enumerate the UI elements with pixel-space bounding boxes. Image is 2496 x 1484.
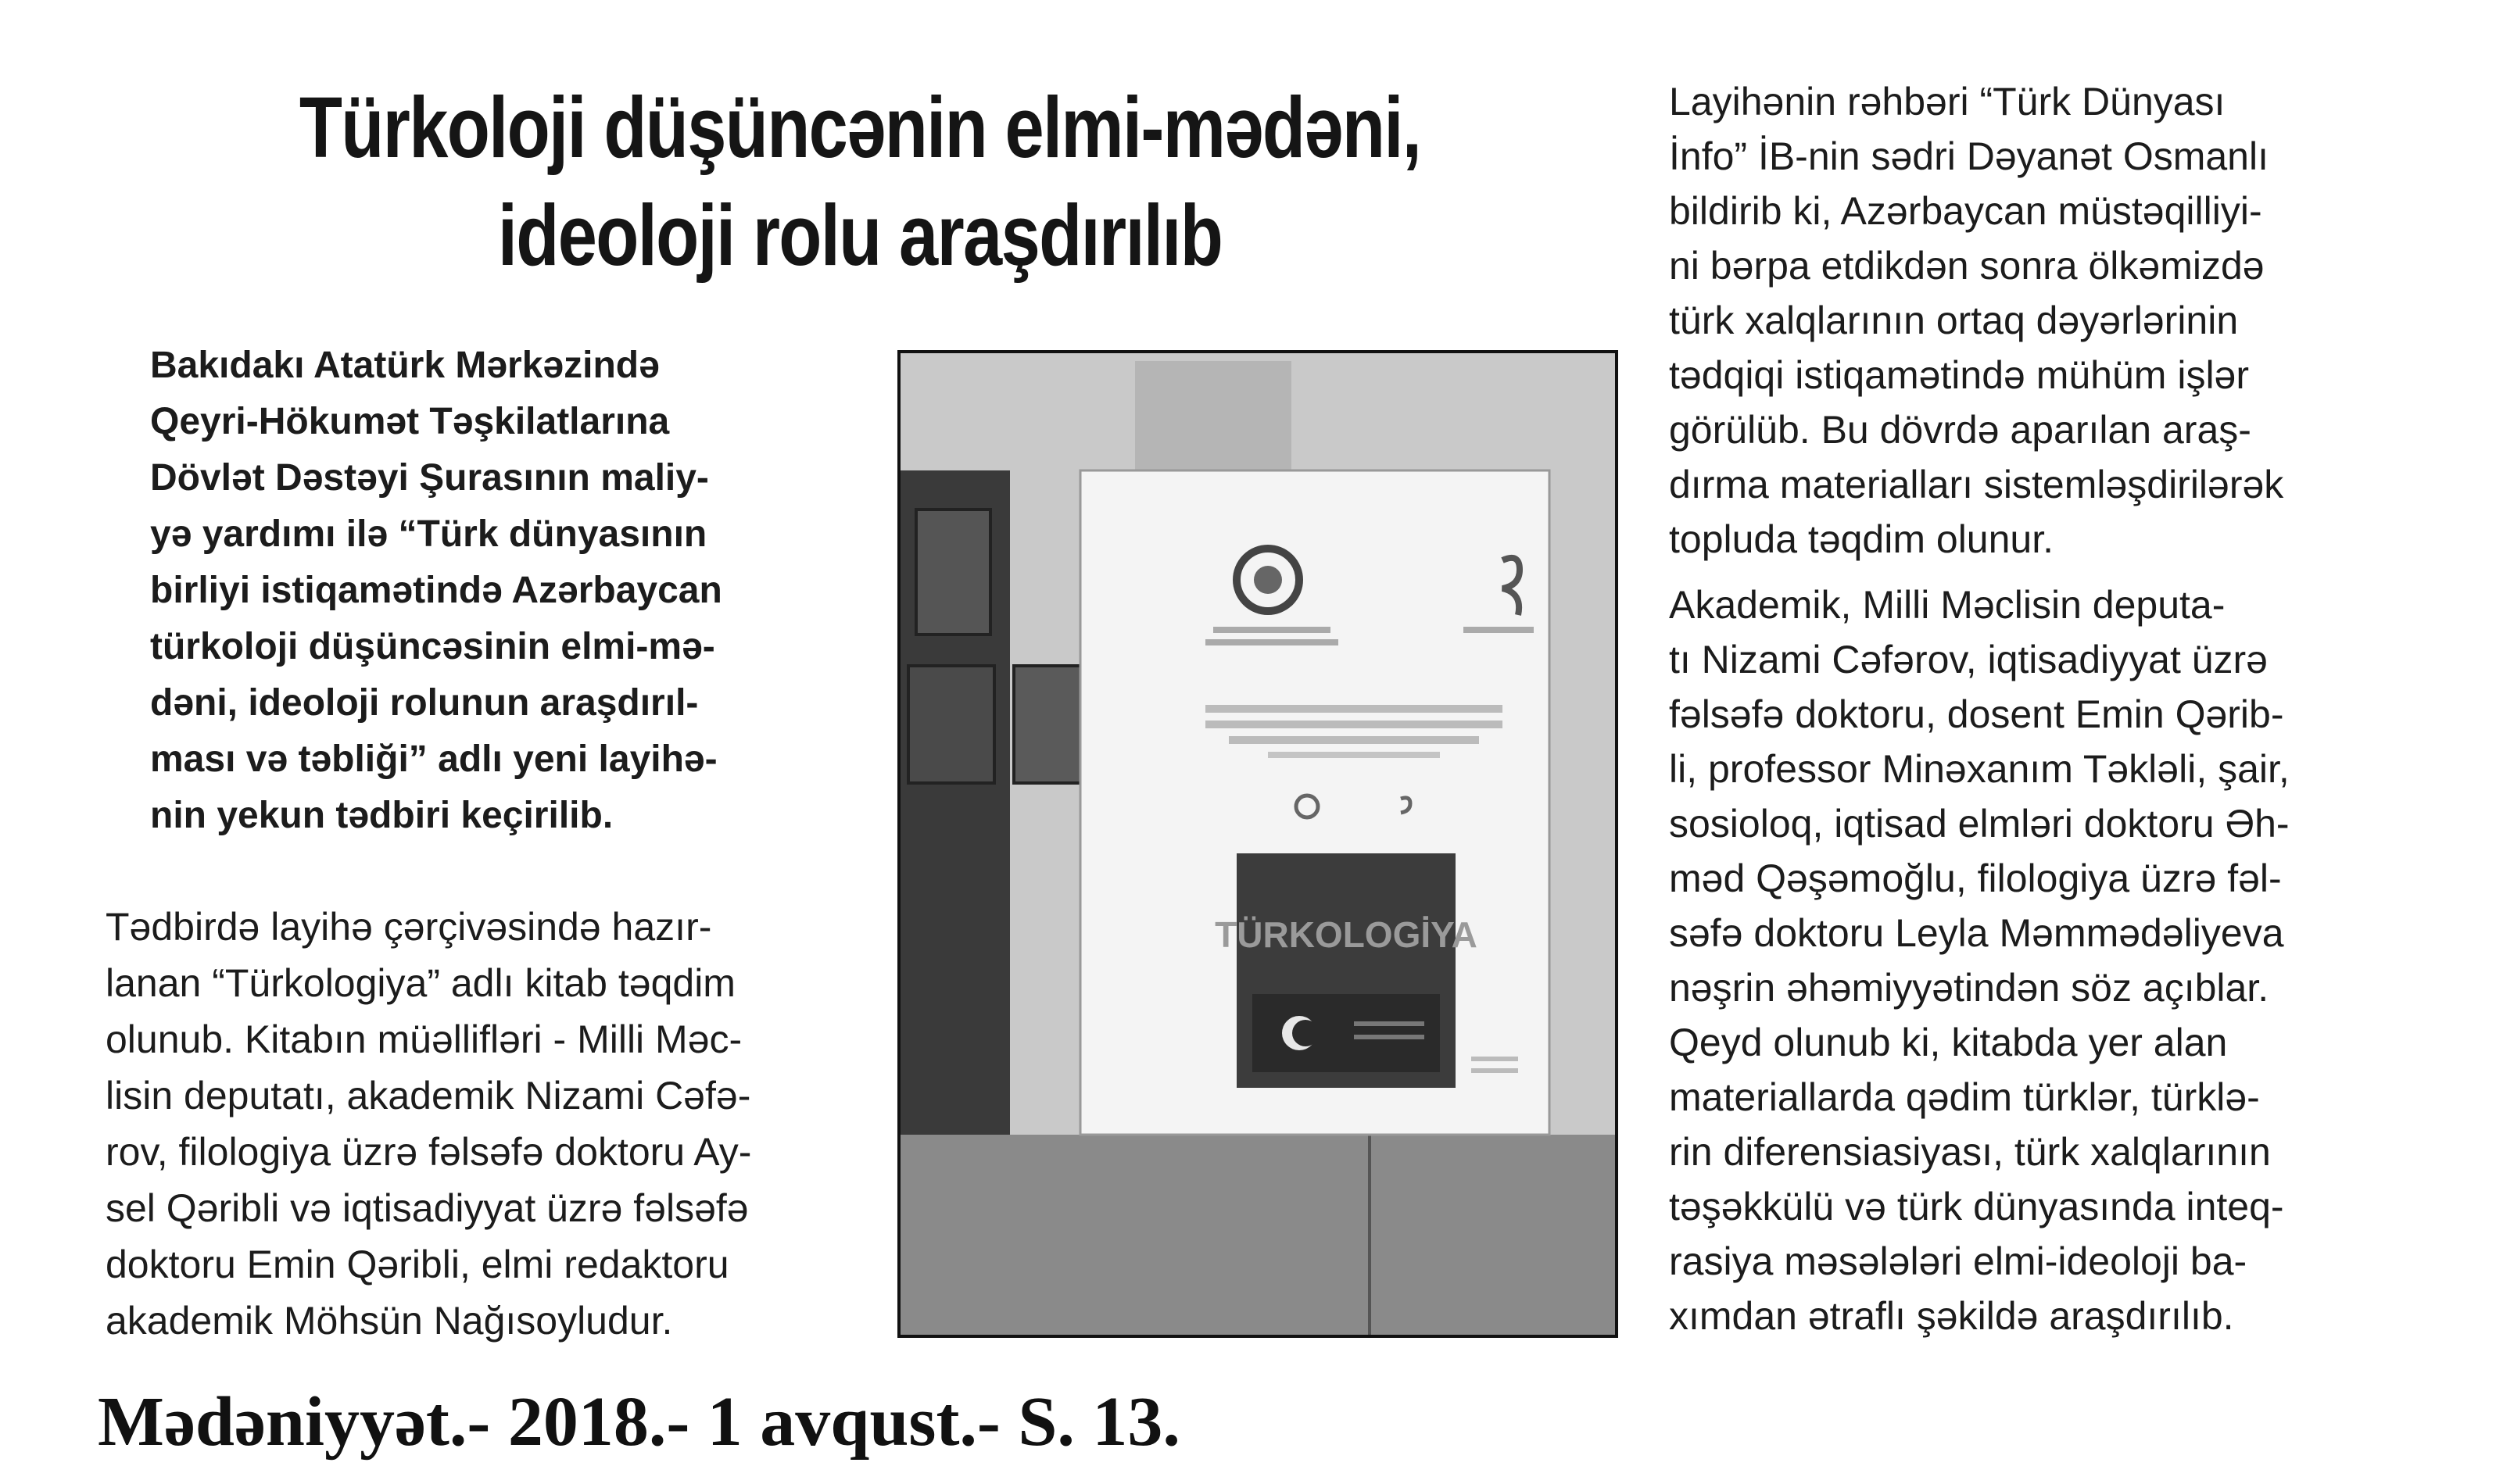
body-line: türk xalqlarının ortaq dəyərlərinin — [1669, 299, 2239, 342]
body-line: fəlsəfə doktoru, dosent Emin Qərib- — [1669, 692, 2284, 736]
body-line: Tədbirdə layihə çərçivəsində hazır- — [106, 905, 712, 949]
body-line: görülüb. Bu dövrdə aparılan araş- — [1669, 408, 2251, 452]
book-title: TÜRKOLOGİYA — [1215, 914, 1477, 955]
lead-line: ması və təbliği” adlı yeni layihə- — [150, 738, 718, 780]
body-line: Layihənin rəhbəri “Türk Dünyası — [1669, 80, 2226, 123]
body-line: lisin deputatı, akademik Nizami Cəfə- — [106, 1074, 751, 1117]
body-line: sosioloq, iqtisad elmləri doktoru Əh- — [1669, 802, 2290, 846]
body-line: Qeyd olunub ki, kitabda yer alan — [1669, 1021, 2228, 1064]
body-left-column — [106, 899, 848, 1349]
body-line: İnfo” İB-nin sədri Dəyanət Osmanlı — [1669, 134, 2269, 178]
body-line: məd Qəşəmoğlu, filologiya üzrə fəl- — [1669, 856, 2282, 900]
headline — [251, 74, 1469, 290]
paragraph-gap — [1669, 567, 2396, 578]
body-line: doktoru Emin Qəribli, elmi redaktoru — [106, 1243, 729, 1286]
lead-line: Qeyri-Hökumət Təşkilatlarına — [150, 401, 670, 442]
lead-line: yə yardımı ilə “Türk dünyasının — [150, 513, 707, 555]
body-line: rin diferensiasiyası, türk xalqlarının — [1669, 1130, 2271, 1174]
body-line: rov, filologiya üzrə fəlsəfə doktoru Ay- — [106, 1130, 752, 1174]
lead-paragraph — [150, 338, 838, 844]
body-line: Akademik, Milli Məclisin deputa- — [1669, 583, 2226, 627]
body-line: səfə doktoru Leyla Məmmədəliyeva — [1669, 911, 2284, 955]
body-line: rasiya məsələləri elmi-ideoloji ba- — [1669, 1239, 2247, 1283]
body-line: akademik Möhsün Nağısoyludur. — [106, 1299, 673, 1343]
body-line: nəşrin əhəmiyyətindən söz açıblar. — [1669, 966, 2269, 1010]
body-line: bildirib ki, Azərbaycan müstəqilliyi- — [1669, 189, 2262, 233]
body-line: tədqiqi istiqamətində mühüm işlər — [1669, 353, 2250, 397]
body-line: sel Qəribli və iqtisadiyyat üzrə fəlsəfə — [106, 1186, 749, 1230]
lead-line: Dövlət Dəstəyi Şurasının maliy- — [150, 457, 709, 499]
body-line: dırma materialları sistemləşdirilərək — [1669, 463, 2284, 506]
body-right-column — [1669, 74, 2396, 1343]
body-line: topluda təqdim olunur. — [1669, 517, 2054, 561]
headline-line-2: ideoloji rolu araşdırılıb — [497, 188, 1223, 284]
body-line: olunub. Kitabın müəllifləri - Milli Məc- — [106, 1017, 743, 1061]
body-line: xımdan ətraflı şəkildə araşdırılıb. — [1669, 1294, 2234, 1338]
body-line: lanan “Türkologiya” adlı kitab təqdim — [106, 961, 736, 1005]
lead-line: nin yekun tədbiri keçirilib. — [150, 795, 614, 836]
lead-line: türkoloji düşüncəsinin elmi-mə- — [150, 626, 715, 667]
event-photo — [897, 350, 1618, 1338]
source-credit: Mədəniyyət.- 2018.- 1 avqust.- S. 13. — [98, 1383, 1180, 1461]
body-line: təşəkkülü və türk dünyasında inteq- — [1669, 1185, 2284, 1228]
body-line: li, professor Minəxanım Təkləli, şair, — [1669, 747, 2290, 791]
headline-line-1: Türkoloji düşüncənin elmi-mədəni, — [299, 80, 1421, 176]
body-line: ni bərpa etdikdən sonra ölkəmizdə — [1669, 244, 2265, 288]
event-photo-image — [901, 353, 1615, 1335]
lead-line: dəni, ideoloji rolunun araşdırıl- — [150, 682, 699, 724]
lead-line: birliyi istiqamətində Azərbaycan — [150, 570, 722, 611]
body-line: tı Nizami Cəfərov, iqtisadiyyat üzrə — [1669, 638, 2268, 681]
body-line: materiallarda qədim türklər, türklə- — [1669, 1075, 2260, 1119]
lead-line: Bakıdakı Atatürk Mərkəzində — [150, 345, 660, 386]
